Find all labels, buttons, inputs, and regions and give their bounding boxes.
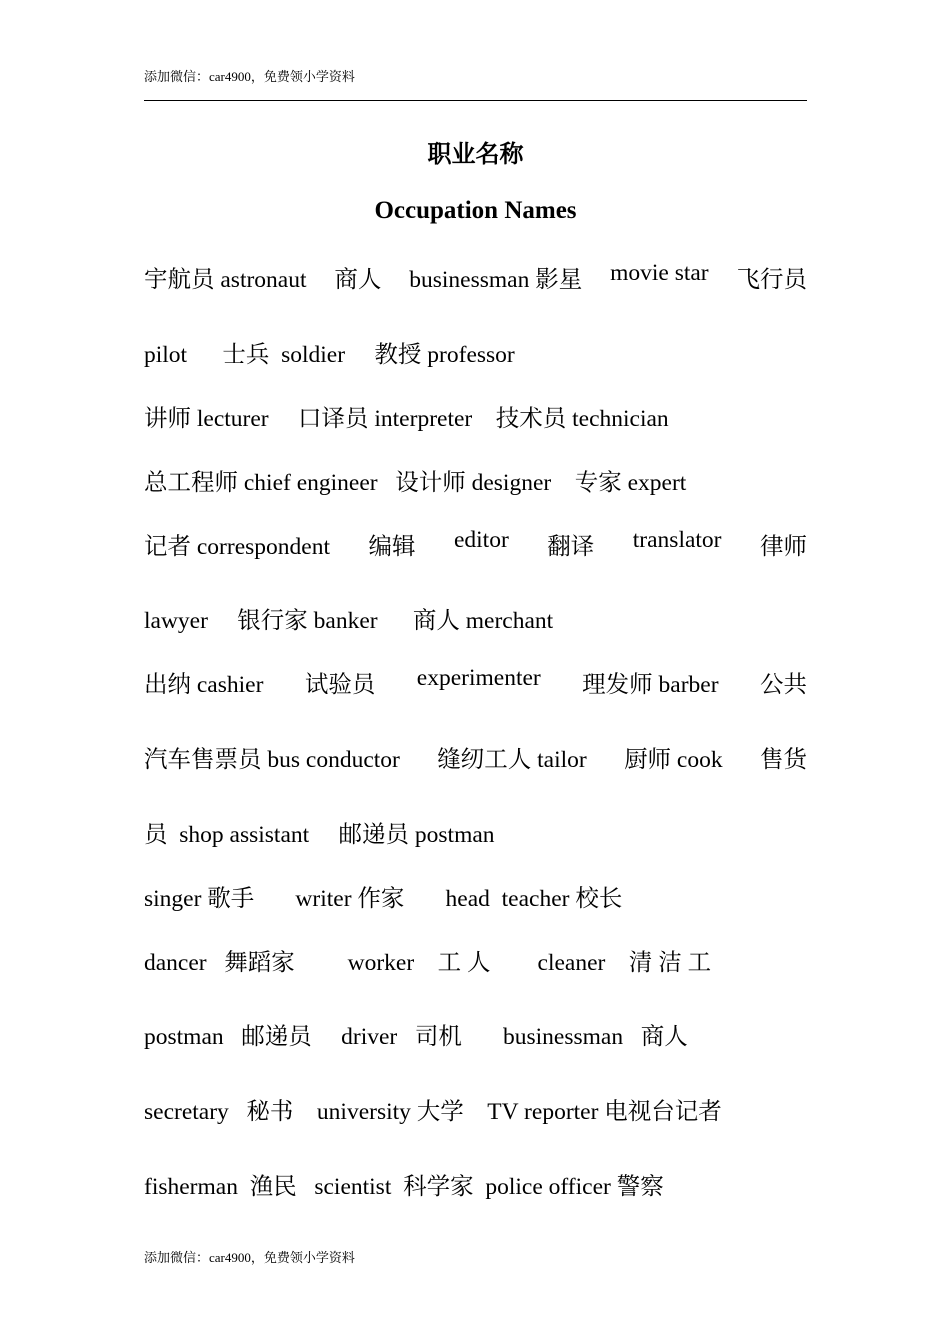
page-header: 添加微信：car4900，免费领小学资料 [144,69,355,84]
line-segment: 缝纫工人 tailor [437,747,587,773]
line-segment: 商人 [334,267,382,293]
body-line-10: singer 歌手 writer 作家 head teacher 校长 [144,886,623,912]
line-segment: editor [453,527,509,553]
line-segment: 厨师 cook [624,747,723,773]
body-line-4: 总工程师 chief engineer 设计师 designer 专家 expert [144,470,687,496]
line-segment: 律师 [760,534,807,560]
line-segment: experimenter [416,665,541,691]
line-segment: 编辑 [368,534,416,560]
line-segment: 试验员 [304,672,376,698]
line-segment: businessman 影星 [409,267,583,293]
body-line-1 [144,260,807,294]
line-segment: 飞行员 [736,267,807,293]
body-line-2: pilot 士兵 soldier 教授 professor [144,342,515,368]
line-segment: 宇航员 astronaut [144,267,307,293]
body-line-5 [144,527,807,561]
line-segment: 售货 [759,747,807,773]
body-line-3: 讲师 lecturer 口译员 interpreter 技术员 technician [144,406,669,432]
line-segment: 公共 [759,672,807,698]
body-line-11: dancer 舞蹈家 worker 工 人 cleaner 清 洁 工 [144,950,712,976]
line-segment: 理发师 barber [582,672,719,698]
title-chinese: 职业名称 [427,142,524,168]
title-english: Occupation Names [374,197,577,224]
header-divider [144,100,807,101]
body-line-13: secretary 秘书 university 大学 TV reporter 电视台记者 [144,1099,722,1125]
body-line-7 [144,665,807,699]
body-line-9: 员 shop assistant 邮递员 postman [144,822,495,848]
body-line-14: fisherman 渔民 scientist 科学家 police officer 警察 [144,1174,664,1200]
line-segment: 汽车售票员 bus conductor [144,747,400,773]
line-segment: 翻译 [547,534,595,560]
body-line-8 [144,740,807,774]
page-footer: 添加微信：car4900，免费领小学资料 [144,1250,355,1265]
line-segment: translator [632,527,722,553]
body-line-6: lawyer 银行家 banker 商人 merchant [144,608,554,634]
body-line-12: postman 邮递员 driver 司机 businessman 商人 [144,1024,688,1050]
line-segment: 记者 correspondent [144,534,330,560]
line-segment: movie star [610,260,709,286]
line-segment: 出纳 cashier [144,672,264,698]
